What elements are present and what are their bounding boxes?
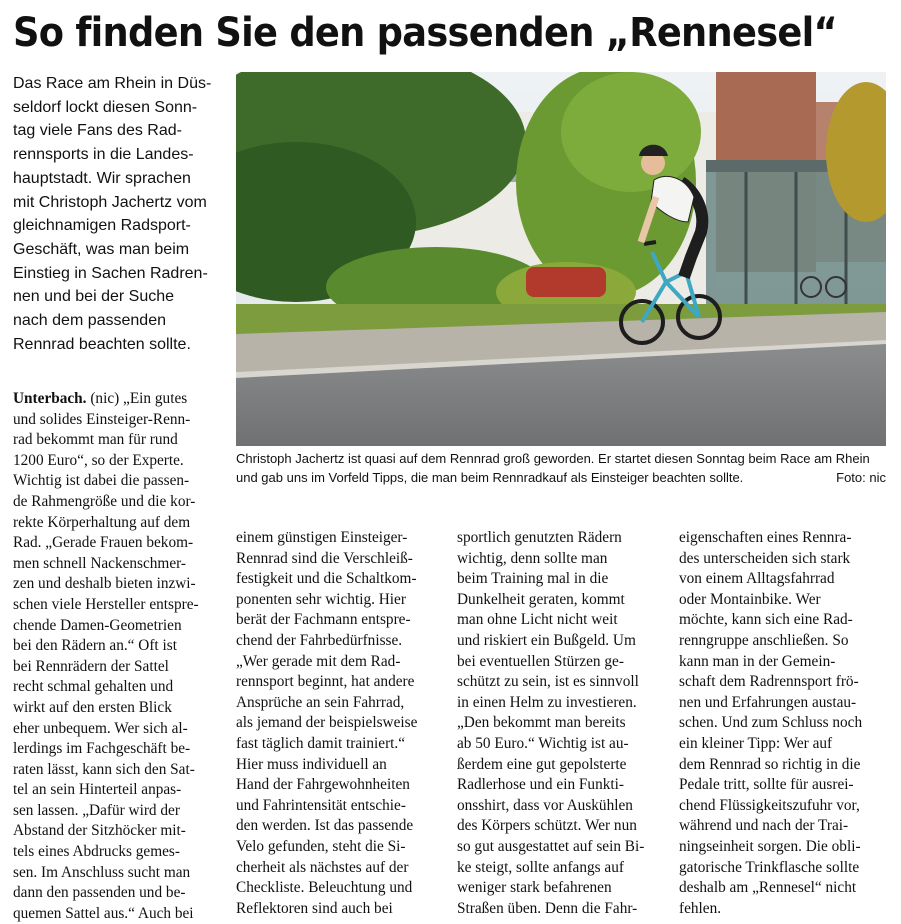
body-line: während und nach der Trai-	[679, 817, 849, 835]
body-line: lerdings im Fachgeschäft be-	[13, 740, 191, 758]
body-line: fehlen.	[679, 899, 722, 917]
body-line: weniger stark befahrenen	[457, 879, 612, 897]
body-line: sen. Im Anschluss sucht man	[13, 863, 191, 881]
body-text: (nic) „Ein gutes	[86, 390, 188, 407]
intro-line: Rennrad beachten sollte.	[13, 335, 191, 353]
intro-line: gleichnamigen Radsport-	[13, 217, 191, 235]
body-line: den werden. Ist das passende	[236, 817, 414, 835]
intro-line: hauptstadt. Wir sprachen	[13, 169, 191, 187]
article-column-2	[236, 528, 446, 919]
body-line: Velo gefunden, steht die Si-	[236, 837, 406, 855]
intro-line: nach dem passenden	[13, 312, 166, 330]
body-line: tels eines Abdrucks gemes-	[13, 843, 180, 861]
caption-text: und gab uns im Vorfeld Tipps, die man beim Rennradkauf als Einsteiger beachten sollte.	[236, 470, 744, 485]
body-line: Radlerhose und ein Funkti-	[457, 776, 624, 794]
body-line: chend der Fahrbedürfnisse.	[236, 631, 403, 649]
body-line: Straßen üben. Denn die Fahr-	[457, 899, 638, 917]
body-line: „Den bekommt man bereits	[457, 714, 626, 732]
body-line: zen und deshalb bieten inzwi-	[13, 575, 196, 593]
body-line: in einen Helm zu investieren.	[457, 693, 637, 711]
body-line: schen viele Hersteller entspre-	[13, 595, 199, 613]
photo-caption	[236, 449, 886, 487]
body-line: ningseinheit sorgen. Die obli-	[679, 837, 861, 855]
intro-line: nen und bei der Suche	[13, 288, 175, 306]
body-line: bei eventuellen Stürzen ge-	[457, 652, 624, 670]
body-line: Hand der Fahrgewohnheiten	[236, 776, 410, 794]
body-line: und Fahrintensität entschie-	[236, 796, 406, 814]
intro-paragraph	[13, 72, 228, 356]
cyclist-photo-illustration	[236, 72, 886, 446]
body-line: Abstand der Sitzhöcker mit-	[13, 822, 186, 840]
intro-line: Einstieg in Sachen Radren-	[13, 264, 208, 282]
body-line: man ohne Licht nicht weit	[457, 611, 618, 629]
body-line: oder Montainbike. Wer	[679, 590, 821, 608]
body-line: bei Rennrädern der Sattel	[13, 657, 169, 675]
body-line: Rennrad sind die Verschleiß-	[236, 549, 413, 567]
body-line: beim Training mal in die	[457, 570, 609, 588]
dateline: Unterbach.	[13, 390, 87, 407]
body-line	[13, 389, 223, 410]
body-line: und riskiert ein Bußgeld. Um	[457, 631, 636, 649]
body-line: berät der Fachmann entspre-	[236, 611, 411, 629]
body-line: Dunkelheit geraten, kommt	[457, 590, 625, 608]
body-line: wichtig, denn sollte man	[457, 549, 608, 567]
body-line: Checkliste. Beleuchtung und	[236, 879, 413, 897]
body-line: schen. Und zum Schluss noch	[679, 714, 863, 732]
body-line: quemen Sattel aus.“ Auch bei	[13, 904, 194, 922]
body-line: möchte, kann sich eine Rad-	[679, 611, 853, 629]
body-line: onsshirt, dass vor Auskühlen	[457, 796, 633, 814]
body-line: nen und Erfahrungen austau-	[679, 693, 857, 711]
headline: So finden Sie den passenden „Rennesel“	[13, 10, 837, 56]
body-line: chend Flüssigkeitszufuhr vor,	[679, 796, 860, 814]
body-line: chende Damen-Geometrien	[13, 616, 182, 634]
body-line: so gut ausgestattet auf sein Bi-	[457, 837, 645, 855]
body-line: tel an sein Hinterteil anpas-	[13, 781, 182, 799]
body-line: als jemand der beispielsweise	[236, 714, 418, 732]
body-line: Ansprüche an sein Fahrrad,	[236, 693, 405, 711]
intro-line: Das Race am Rhein in Düs-	[13, 75, 212, 92]
body-line: ponenten sehr wichtig. Hier	[236, 590, 406, 608]
body-line: von einem Alltagsfahrrad	[679, 570, 835, 588]
body-line: ke steigt, sollte anfangs auf	[457, 858, 624, 876]
body-line: sportlich genutzten Rädern	[457, 529, 622, 546]
body-line: dem Rennrad so richtig in die	[679, 755, 861, 773]
body-line: des unterscheiden sich stark	[679, 549, 851, 567]
body-line: des Körpers schützt. Wer nun	[457, 817, 637, 835]
body-line: renngruppe anschließen. So	[679, 631, 849, 649]
body-line: eigenschaften eines Rennra-	[679, 529, 852, 546]
body-line: Pedale tritt, sollte für ausrei-	[679, 776, 854, 794]
body-line: Hier muss individuell an	[236, 755, 387, 773]
body-line: festigkeit und die Schaltkom-	[236, 570, 417, 588]
body-line: rennsport beginnt, hat andere	[236, 673, 415, 691]
body-line: de Rahmengröße und die kor-	[13, 492, 196, 510]
article-column-1	[13, 389, 223, 924]
article-column-3	[457, 528, 667, 919]
body-line: fast täglich damit trainiert.“	[236, 734, 406, 752]
body-line: ab 50 Euro.“ Wichtig ist au-	[457, 734, 629, 752]
body-line: deshalb am „Rennesel“ nicht	[679, 879, 857, 897]
body-line: rekte Körperhaltung auf dem	[13, 513, 191, 531]
body-line: eher unbequem. Wer sich al-	[13, 719, 188, 737]
body-line: dann den passenden und be-	[13, 884, 186, 902]
body-line: bei den Rädern an.“ Oft ist	[13, 637, 177, 655]
intro-line: mit Christoph Jachertz vom	[13, 193, 207, 211]
body-line: raten lässt, kann sich den Sat-	[13, 760, 195, 778]
photo-credit: Foto: nic	[836, 470, 886, 485]
caption-line	[236, 468, 886, 487]
body-line: Reflektoren sind auch bei	[236, 899, 393, 917]
body-line: kann man in der Gemein-	[679, 652, 836, 670]
body-line: sen lassen. „Dafür wird der	[13, 801, 180, 819]
body-line: einem günstigen Einsteiger-	[236, 529, 408, 546]
intro-line: rennsports in die Landes-	[13, 146, 194, 164]
body-line: Rad. „Gerade Frauen bekom-	[13, 534, 194, 552]
body-line: schützt zu sein, ist es sinnvoll	[457, 673, 639, 691]
body-line: gatorische Trinkflasche sollte	[679, 858, 860, 876]
body-line: men schnell Nackenschmer-	[13, 554, 186, 572]
article-photo	[236, 72, 886, 446]
body-line: 1200 Euro“, so der Experte.	[13, 451, 184, 469]
body-line: cherheit als nächstes auf der	[236, 858, 409, 876]
intro-line: seldorf lockt diesen Sonn-	[13, 98, 198, 116]
caption-line: Christoph Jachertz ist quasi auf dem Rennrad groß geworden. Er startet diesen Sonntag beim Race am Rhein	[236, 451, 870, 466]
article-column-4	[679, 528, 889, 919]
body-line: „Wer gerade mit dem Rad-	[236, 652, 401, 670]
body-line: ßerdem eine gut gepolsterte	[457, 755, 627, 773]
body-line: Wichtig ist dabei die passen-	[13, 472, 190, 490]
body-line: ein kleiner Tipp: Wer auf	[679, 734, 833, 752]
body-line: recht schmal gehalten und	[13, 678, 174, 696]
body-line: schaft dem Radrennsport frö-	[679, 673, 859, 691]
intro-line: Geschäft, was man beim	[13, 240, 190, 258]
body-line: rad bekommt man für rund	[13, 431, 178, 449]
body-line: und solides Einsteiger-Renn-	[13, 410, 191, 428]
body-line: wirkt auf den ersten Blick	[13, 698, 172, 716]
intro-line: tag viele Fans des Rad-	[13, 122, 182, 140]
